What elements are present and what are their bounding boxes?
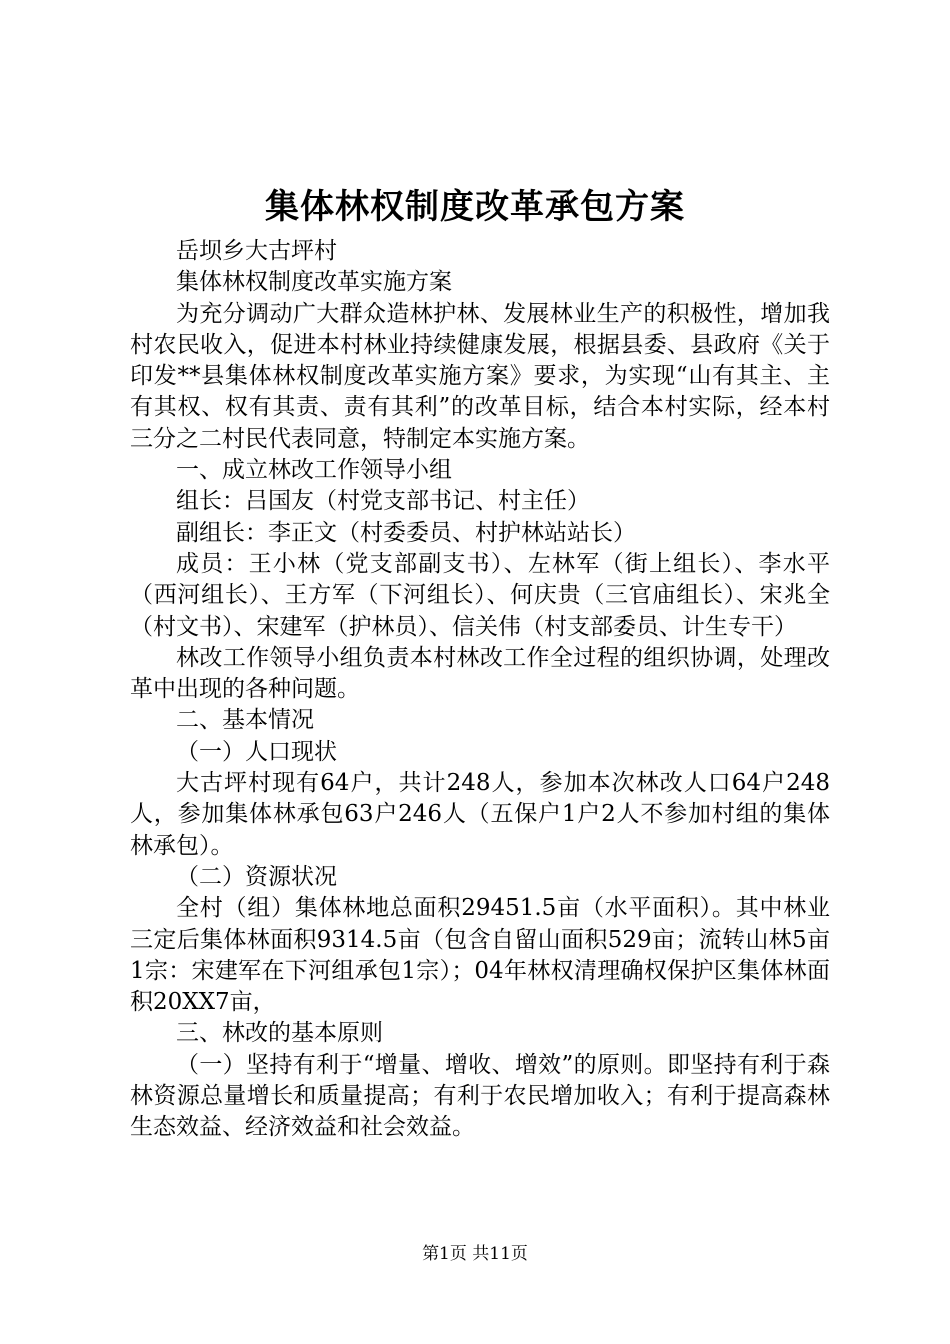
paragraph-responsibility: 林改工作领导小组负责本村林改工作全过程的组织协调，处理改革中出现的各种问题。 xyxy=(130,644,830,703)
document-title: 集体林权制度改革承包方案 xyxy=(265,187,685,227)
paragraph-population: 大古坪村现有64户，共计248人，参加本次林改人口64户248人，参加集体林承包63户246人（五保户1户2人不参加村组的集体林承包）。 xyxy=(130,770,830,859)
subsection-heading-resources: （二）资源状况 xyxy=(176,863,337,890)
paragraph-resources: 全村（组）集体林地总面积29451.5亩（水平面积）。其中林业三定后集体林面积9314.5亩（包含自留山面积529亩；流转山林5亩1宗：宋建军在下河组承包1宗）；04年林权清理确权保护区集体林面积20XX7亩， xyxy=(130,895,830,1016)
paragraph-leader: 组长：吕国友（村党支部书记、村主任） xyxy=(176,488,590,515)
page-number: 第1页 共11页 xyxy=(422,1244,528,1264)
section-heading-basic-info: 二、基本情况 xyxy=(176,707,314,734)
paragraph-intro: 为充分调动广大群众造林护林、发展林业生产的积极性，增加我村农民收入，促进本村林业持续健康发展，根据县委、县政府《关于印发**县集体林权制度改革实施方案》要求，为实现“山有其主、主有其权、权有其责、责有其利”的改革目标，结合本村实际，经本村三分之二村民代表同意，特制定本实施方案。 xyxy=(130,300,830,452)
document-body xyxy=(130,236,830,1144)
section-heading-leadership: 一、成立林改工作领导小组 xyxy=(176,457,452,484)
subsection-heading-population: （一）人口现状 xyxy=(176,738,337,765)
paragraph-plan-name: 集体林权制度改革实施方案 xyxy=(176,269,452,296)
paragraph-principle-one: （一）坚持有利于“增量、增收、增效”的原则。即坚持有利于森林资源总量增长和质量提高；有利于农民增加收入；有利于提高森林生态效益、经济效益和社会效益。 xyxy=(130,1051,830,1141)
paragraph-deputy-leader: 副组长：李正文（村委委员、村护林站站长） xyxy=(176,519,636,546)
paragraph-members: 成员：王小林（党支部副支书）、左林军（街上组长）、李水平（西河组长）、王方军（下河组长）、何庆贵（三官庙组长）、宋兆全（村文书）、宋建军（护林员）、信关伟（村支部委员、计生专干） xyxy=(130,550,830,640)
section-heading-principles: 三、林改的基本原则 xyxy=(176,1020,383,1047)
paragraph-village: 岳坝乡大古坪村 xyxy=(176,238,337,264)
